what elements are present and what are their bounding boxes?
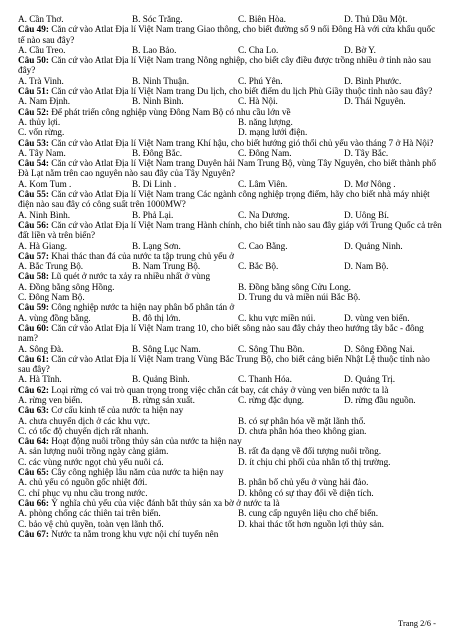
- option-b: B. Lao Bảo.: [132, 44, 177, 55]
- question-stem: Công nghiệp nước ta hiện nay phân bố phân tán ở: [51, 302, 235, 313]
- question-block: [18, 189, 442, 220]
- options-row: [18, 282, 442, 292]
- question-block: [18, 467, 442, 498]
- option-a: A. Hà Tĩnh.: [18, 374, 62, 385]
- question-number: Câu 65:: [18, 467, 49, 478]
- question-text: [18, 189, 442, 210]
- option-b: B. Phả Lại.: [132, 209, 174, 220]
- question-stem: Nước ta nằm trong khu vực nội chí tuyến nên: [51, 528, 219, 539]
- question-number: Câu 51:: [18, 86, 49, 97]
- question-block: [18, 271, 442, 302]
- question-stem: Căn cứ vào Atlat Địa lí Việt Nam trang Du lịch, cho biết điểm du lịch Phù Giầy thuộc tỉnh nào sau đây?: [51, 86, 433, 97]
- question-number: Câu 50:: [18, 55, 49, 66]
- option-b: B. rừng sản xuất.: [132, 394, 195, 405]
- option-c: C. Đông Nam.: [238, 147, 292, 158]
- question-stem: Khai thác than đá của nước ta tập trung chủ yếu ở: [51, 250, 234, 261]
- option-c: C. Thanh Hóa.: [238, 374, 292, 385]
- question-text: [18, 220, 442, 241]
- option-d: D. Nam Bộ.: [344, 261, 389, 272]
- question-stem: Để phát triển công nghiệp vùng Đông Nam Bộ có nhu cầu lớn về: [51, 106, 291, 117]
- question-text: [18, 55, 442, 76]
- question-block: [18, 251, 442, 272]
- question-stem: Hoạt động nuôi trồng thủy sản của nước ta hiện nay: [51, 436, 242, 447]
- question-block: [18, 220, 442, 251]
- option-d: D. chưa phân hóa theo không gian.: [238, 425, 367, 436]
- options-row: [18, 292, 442, 302]
- question-number: Câu 67:: [18, 528, 49, 539]
- options-row: [18, 76, 442, 86]
- question-block: [18, 24, 442, 55]
- question-number: Câu 60:: [18, 322, 49, 333]
- question-stem: Loại rừng có vai trò quan trọng trong việc chắn cát bay, cát chảy ở vùng ven biển nước ta là: [51, 384, 389, 395]
- option-b: B. rất đa dạng về đối tượng nuôi trồng.: [238, 446, 382, 457]
- option-a: A. chủ yếu có nguồn gốc nhiệt đới.: [18, 477, 148, 488]
- question-block: [18, 138, 442, 159]
- option-a: A. Bắc Trung Bộ.: [18, 261, 84, 272]
- option-d: D. Bình Phước.: [344, 75, 402, 86]
- option-b: B. Đồng bằng sông Cửu Long.: [238, 281, 351, 292]
- page-footer: Trang 2/6 -: [398, 618, 436, 628]
- question-text: [18, 354, 442, 375]
- question-stem: Căn cứ vào Atlat Địa lí Việt Nam trang Vùng Bắc Trung Bộ, cho biết cảng biển Nhật Lệ thuộc tỉnh nào sau đây?: [18, 353, 430, 375]
- option-d: D. vùng ven biển.: [344, 312, 410, 323]
- option-c: C. Cao Bằng.: [238, 240, 288, 251]
- question-number: Câu 49:: [18, 24, 49, 35]
- question-stem: Căn cứ vào Atlat Địa lí Việt Nam trang 10, cho biết sông nào sau đây chảy theo hướng tây bắc - đông nam?: [18, 322, 424, 344]
- option-a: A. phòng chống các thiên tai trên biển.: [18, 508, 161, 519]
- option-d: D. Bờ Y.: [344, 44, 376, 55]
- option-c: C. rừng đặc dụng.: [238, 394, 304, 405]
- option-d: D. rừng đầu nguồn.: [344, 394, 416, 405]
- option-d: D. Trung du và miền núi Bắc Bộ.: [238, 292, 361, 303]
- options-row: [18, 241, 442, 251]
- options-row: [18, 127, 442, 137]
- question-stem: Ý nghĩa chủ yếu của việc đánh bắt thủy sản xa bờ ở nước ta là: [51, 497, 280, 508]
- options-row: [18, 416, 442, 426]
- exam-page: [18, 14, 442, 539]
- options-row: [18, 519, 442, 529]
- option-a: A. vùng đồng bằng.: [18, 312, 91, 323]
- question-block: [18, 107, 442, 138]
- options-row: [18, 210, 442, 220]
- options-row: [18, 374, 442, 384]
- option-a: A. chưa chuyển dịch ở các khu vực.: [18, 415, 150, 426]
- question-block: [18, 55, 442, 86]
- option-c: C. Sông Thu Bồn.: [238, 343, 305, 354]
- option-b: B. Ninh Bình.: [132, 96, 184, 107]
- option-b: B. cung cấp nguyên liệu cho chế biến.: [238, 508, 379, 519]
- option-a: A. Hà Giang.: [18, 240, 67, 251]
- question-stem: Cơ cấu kinh tế của nước ta hiện nay: [51, 405, 184, 416]
- options-row: [18, 426, 442, 436]
- question-number: Câu 61:: [18, 353, 49, 364]
- question-text: [18, 302, 442, 312]
- question-stem: Căn cứ vào Atlat Địa lí Việt Nam trang Duyên hải Nam Trung Bộ, vùng Tây Nguyên, cho biết thành phố Đà Lạt nằm trên cao nguyên nào sau đây của Tây Nguyên?: [18, 158, 436, 179]
- option-b: B. Di Linh .: [132, 178, 177, 189]
- options-row: [18, 179, 442, 189]
- option-a: A. Tây Nam.: [18, 147, 66, 158]
- option-b: B. Đông Bắc.: [132, 147, 183, 158]
- options-row: [18, 45, 442, 55]
- question-text: [18, 436, 442, 446]
- option-a: A. Ninh Bình.: [18, 209, 71, 220]
- option-b: B. Sông Lục Nam.: [132, 343, 201, 354]
- option-b: B. Lạng Sơn.: [132, 240, 181, 251]
- question-block: [18, 354, 442, 385]
- options-row: [18, 148, 442, 158]
- options-row: [18, 344, 442, 354]
- options-row: [18, 477, 442, 487]
- question-number: Câu 53:: [18, 137, 49, 148]
- option-c: C. Đông Nam Bộ.: [18, 292, 85, 303]
- options-row: [18, 457, 442, 467]
- option-c: C. Biên Hòa.: [238, 14, 286, 24]
- question-stem: Cây công nghiệp lâu năm của nước ta hiện nay: [51, 467, 224, 478]
- options-row: [18, 261, 442, 271]
- question-text: [18, 405, 442, 415]
- question-number: Câu 52:: [18, 106, 49, 117]
- question-number: Câu 57:: [18, 250, 49, 261]
- option-a: A. thủy lợi.: [18, 116, 61, 127]
- question-block: [18, 86, 442, 107]
- option-c: C. Phú Yên.: [238, 75, 283, 86]
- question-number: Câu 56:: [18, 219, 49, 230]
- options-row: [18, 313, 442, 323]
- option-a: A. Kom Tum .: [18, 178, 72, 189]
- question-block: [18, 323, 442, 354]
- question-text: [18, 323, 442, 344]
- question-number: Câu 66:: [18, 497, 49, 508]
- question-text: [18, 138, 442, 148]
- option-c: C. bảo vệ chủ quyền, toàn vẹn lãnh thổ.: [18, 518, 164, 529]
- option-d: D. Uông Bí.: [344, 209, 389, 220]
- option-c: C. có tốc độ chuyển dịch rất nhanh.: [18, 425, 149, 436]
- options-row: [18, 446, 442, 456]
- question-block: [18, 302, 442, 323]
- question-number: Câu 59:: [18, 302, 49, 313]
- question-text: [18, 107, 442, 117]
- option-c: C. Na Dương.: [238, 209, 290, 220]
- option-c: C. Bắc Bộ.: [238, 261, 279, 272]
- option-a: A. Đồng bằng sông Hồng.: [18, 281, 115, 292]
- option-d: D. Quảng Ninh.: [344, 240, 403, 251]
- option-d: D. Thủ Dầu Một.: [344, 14, 408, 24]
- option-d: D. Sông Đồng Nai.: [344, 343, 415, 354]
- option-d: D. mạng lưới điện.: [238, 127, 308, 138]
- option-a: A. Sông Đà.: [18, 343, 64, 354]
- question-text: [18, 498, 442, 508]
- question-text: [18, 251, 442, 261]
- options-row: [18, 96, 442, 106]
- option-c: C. chỉ phục vụ nhu cầu trong nước.: [18, 487, 148, 498]
- options-row: [18, 488, 442, 498]
- question-stem: Lũ quét ở nước ta xảy ra nhiều nhất ở vùng: [51, 271, 211, 282]
- option-d: D. ít chịu chi phối của nhân tố thị trường.: [238, 456, 391, 467]
- option-b: B. năng lượng.: [238, 116, 293, 127]
- question-list: [18, 24, 442, 539]
- option-b: B. có sự phân hóa về mặt lãnh thổ.: [238, 415, 366, 426]
- option-a: A. Nam Định.: [18, 96, 71, 107]
- option-c: C. Cha Lo.: [238, 44, 279, 55]
- option-a: A. Cần Thơ.: [18, 14, 64, 24]
- question-stem: Căn cứ vào Atlat Địa lí Việt Nam trang Hành chính, cho biết tỉnh nào sau đây giáp với Trung Quốc cả trên đất liền và trên biển?: [18, 219, 442, 241]
- question-text: [18, 467, 442, 477]
- options-row: [18, 117, 442, 127]
- question-block: [18, 405, 442, 436]
- question-text: [18, 158, 442, 179]
- question-text: [18, 24, 442, 45]
- question-number: Câu 58:: [18, 271, 49, 282]
- question-block: [18, 498, 442, 529]
- option-b: B. phân bố chủ yếu ở vùng hải đảo.: [238, 477, 369, 488]
- option-b: B. đô thị lớn.: [132, 312, 181, 323]
- option-a: A. Cầu Treo.: [18, 44, 66, 55]
- question-number: Câu 63:: [18, 405, 49, 416]
- options-row: [18, 508, 442, 518]
- option-b: B. Sóc Trăng.: [132, 14, 183, 24]
- question-block: [18, 529, 442, 539]
- question-text: [18, 271, 442, 281]
- question-block: [18, 158, 442, 189]
- option-c: C. khu vực miền núi.: [238, 312, 316, 323]
- option-c: C. Lâm Viên.: [238, 178, 288, 189]
- question-text: [18, 529, 442, 539]
- question-text: [18, 86, 442, 96]
- option-c: C. vốn rừng.: [18, 127, 65, 138]
- option-d: D. Tây Bắc.: [344, 147, 389, 158]
- option-c: C. Hà Nội.: [238, 96, 278, 107]
- question-stem: Căn cứ vào Atlat Địa lí Việt Nam trang Các ngành công nghiệp trọng điểm, hãy cho biết nhà máy nhiệt điện nào sau đây có công suất trên 1000MW?: [18, 189, 430, 210]
- option-d: D. Mơ Nông .: [344, 178, 396, 189]
- option-b: B. Nam Trung Bộ.: [132, 261, 201, 272]
- question-stem: Căn cứ vào Atlat Địa lí Việt Nam trang Khí hậu, cho biết hướng gió thổi chủ yếu vào tháng 7 ở Hà Nội?: [51, 137, 434, 148]
- question-number: Câu 64:: [18, 436, 49, 447]
- question-text: [18, 385, 442, 395]
- question-block: [18, 385, 442, 406]
- option-d: D. Thái Nguyên.: [344, 96, 406, 107]
- options-row: [18, 395, 442, 405]
- question-number: Câu 55:: [18, 189, 49, 200]
- question-block: [18, 436, 442, 467]
- lead-options-row: [18, 14, 442, 24]
- option-b: B. Ninh Thuận.: [132, 75, 189, 86]
- question-stem: Căn cứ vào Atlat Địa lí Việt Nam trang Nông nghiệp, cho biết cây điều được trồng nhiều ở tỉnh nào sau đây?: [18, 55, 431, 76]
- option-a: A. sản lượng nuôi trồng ngày càng giảm.: [18, 446, 169, 457]
- option-d: D. khai thác tốt hơn nguồn lợi thủy sản.: [238, 518, 384, 529]
- question-stem: Căn cứ vào Atlat Địa lí Việt Nam trang Giao thông, cho biết đường số 9 nối Đông Hà với cửa khẩu quốc tế nào sau đây?: [18, 24, 436, 45]
- option-a: A. rừng ven biển.: [18, 394, 83, 405]
- option-d: D. không có sự thay đổi về diện tích.: [238, 487, 374, 498]
- option-c: C. các vùng nước ngọt chủ yếu nuôi cá.: [18, 456, 164, 467]
- option-b: B. Quảng Bình.: [132, 374, 190, 385]
- question-number: Câu 62:: [18, 384, 49, 395]
- question-number: Câu 54:: [18, 158, 49, 169]
- option-d: D. Quảng Trị.: [344, 374, 396, 385]
- option-a: A. Trà Vinh.: [18, 75, 64, 86]
